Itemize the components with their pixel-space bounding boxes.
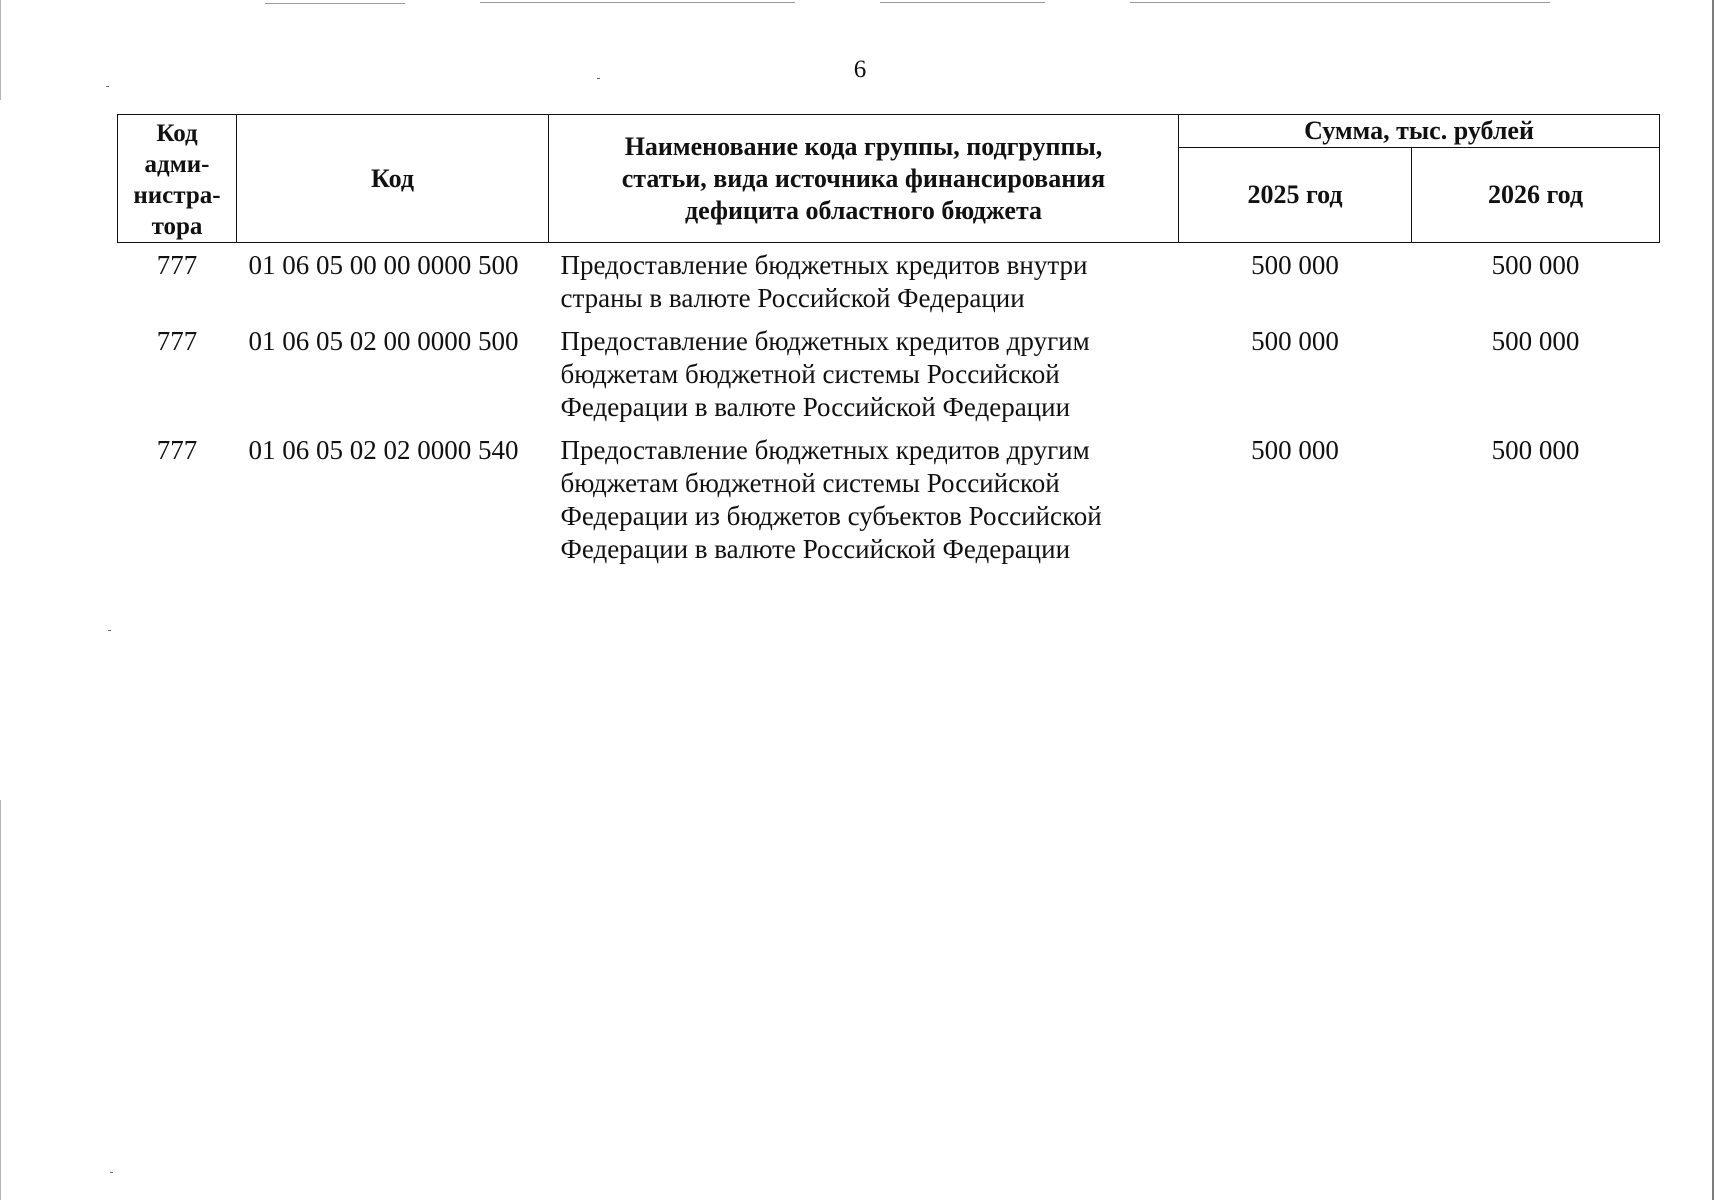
header-admin-code-line: нистра- [133,181,221,209]
scan-artifact-top-line [880,2,1045,3]
header-name-line: статьи, вида источника финансирования [621,163,1106,193]
header-year-2025: 2025 год [1179,148,1412,243]
scan-speck [110,1172,113,1173]
cell-sum-2025: 500 000 [1251,250,1339,280]
header-admin-code-line: адми- [144,150,210,178]
table-row [118,319,1660,428]
header-year-2026: 2026 год [1412,148,1660,243]
header-admin-code-line: Код [156,119,198,147]
scan-speck [108,630,111,631]
header-name [549,115,1179,243]
scan-artifact-left-edge [0,800,1,1200]
cell-code: 01 06 05 02 02 0000 540 [248,435,519,465]
cell-sum-2025: 500 000 [1251,326,1339,356]
cell-admin: 777 [156,435,198,465]
scan-artifact-right-edge [1712,0,1714,1200]
scan-artifact-top-line [480,2,795,3]
table-row [118,243,1660,320]
cell-code: 01 06 05 02 00 0000 500 [248,326,519,356]
table-row [118,428,1660,570]
header-name-line: Наименование кода группы, подгруппы, [624,131,1103,161]
scan-speck [106,86,109,87]
sources-financing-table [117,114,1660,570]
cell-sum-2026: 500 000 [1491,435,1580,465]
cell-admin: 777 [156,326,198,356]
scan-artifact-left-edge [0,0,1,100]
cell-name: Предоставление бюджетных кредитов другим бюджетам бюджетной системы Российской Федерации из бюджетов субъектов Российской Федерации в валюте Российской Федерации [560,435,1102,564]
page-number: 6 [853,56,867,83]
cell-sum-2026: 500 000 [1491,326,1580,356]
cell-name: Предоставление бюджетных кредитов внутри страны в валюте Российской Федерации [560,250,1088,313]
cell-sum-2026: 500 000 [1491,250,1580,280]
header-admin-code-line: тора [151,212,203,240]
header-code: Код [237,115,549,243]
scan-speck [597,78,600,79]
cell-sum-2025: 500 000 [1251,435,1339,465]
scan-artifact-top-line [1130,2,1550,3]
cell-name: Предоставление бюджетных кредитов другим бюджетам бюджетной системы Российской Федерации в валюте Российской Федерации [560,326,1090,422]
header-name-line: дефицита областного бюджета [684,195,1043,225]
table-header-row [118,115,1660,148]
scan-artifact-top-line [265,3,405,4]
cell-admin: 777 [156,250,198,280]
header-sum-group: Сумма, тыс. рублей [1179,115,1660,148]
header-admin-code [118,115,237,243]
cell-code: 01 06 05 00 00 0000 500 [248,250,519,280]
